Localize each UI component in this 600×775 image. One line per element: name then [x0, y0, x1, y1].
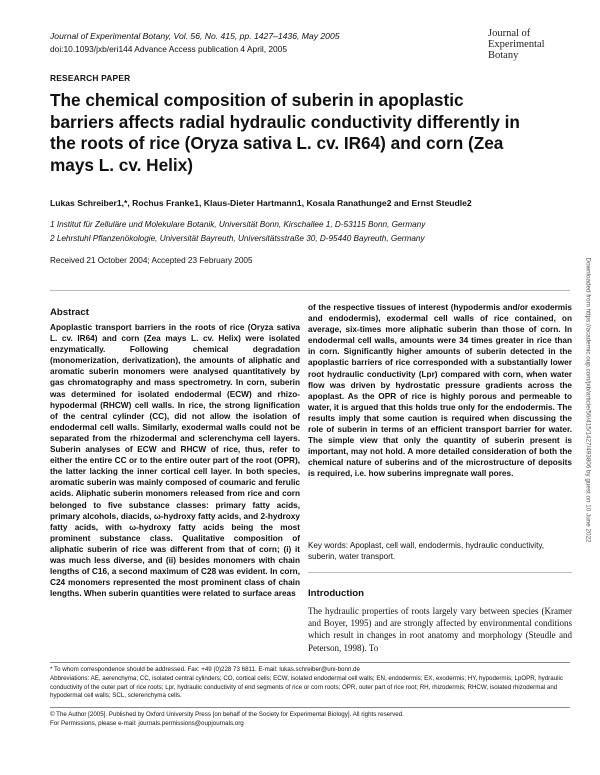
permissions-notice: For Permissions, please e-mail: journals.permissions@oupjournals.org — [50, 720, 244, 727]
keywords-divider — [308, 572, 572, 573]
copyright-divider — [50, 707, 570, 708]
introduction-heading: Introduction — [308, 588, 364, 599]
copyright-notice: © The Author [2005]. Published by Oxford University Press [on behalf of the Society for Experimental Biology]. All rights reserved. — [50, 711, 404, 718]
abstract-text-right: of the respective tissues of interest (hypodermis and/or exodermis and endodermis), exodermal cell walls of rice contained, on average, six-times more aliphatic suberin than those of corn. In endodermal cell walls, amounts were 34 times greater in rice than in corn. Significantly higher amounts of suberin detected in the apoplastic barriers of rice corresponded with a substantially lower root hydraulic conductivity (Lpr) compared with corn, when water flow was driven by hydrostatic pressure gradients across the apoplast. As the OPR of rice is highly porous and permeable to water, it is argued that this holds true only for the endodermis. The results imply that some caution is required when discussing the role of suberin in terms of an efficient transport barrier for water. The simple view that only the quantity of suberin present is important, may not hold. A more detailed consideration of both the chemical nature of suberins and of the microstructure of deposits is required, i.e. how suberins impregnate wall pores. — [308, 303, 572, 479]
footnote-divider — [50, 662, 570, 663]
download-note: Downloaded from https://academic.oup.com/jxb/article/56/415/1427/493806 by guest on 10 June 2022 — [584, 257, 592, 543]
affiliation-2: 2 Lehrstuhl Pflanzenökologie, Universität Bayreuth, Universitätsstraße 30, D-95440 Bayreuth, Germany — [50, 234, 425, 243]
logo-line-2: Experimental — [488, 39, 545, 50]
abstract-heading: Abstract — [50, 307, 89, 318]
received-dates: Received 21 October 2004; Accepted 23 February 2005 — [50, 256, 253, 265]
journal-logo — [488, 28, 570, 61]
correspondence-footnote: * To whom correspondence should be addressed. Fax: +49 (0)228 73 6811. E-mail: lukas.schreiber@uni-bonn.de — [50, 666, 360, 673]
introduction-text: The hydraulic properties of roots largely vary between species (Kramer and Boyer, 1995) and are strongly affected by environmental conditions which result in changes in root anatomy and morphology (Steudle and Peterson, 1998). To — [308, 606, 572, 653]
download-sidebar — [582, 200, 594, 600]
doi-line: doi:10.1093/jxb/eri144 Advance Access publication 4 April, 2005 — [50, 44, 287, 54]
keywords: Key words: Apoplast, cell wall, endodermis, hydraulic conductivity, suberin, water transport. — [308, 541, 545, 562]
affiliation-1: 1 Institut für Zelluläre und Molekulare Botanik, Universität Bonn, Kirschallee 1, D-53115 Bonn, Germany — [50, 220, 426, 229]
author-list: Lukas Schreiber1,*, Rochus Franke1, Klaus-Dieter Hartmann1, Kosala Ranathunge2 and Ernst Steudle2 — [50, 198, 472, 208]
journal-citation: Journal of Experimental Botany, Vol. 56, No. 415, pp. 1427–1436, May 2005 — [50, 31, 340, 41]
header-divider — [50, 290, 570, 291]
abstract-text-left: Apoplastic transport barriers in the roots of rice (Oryza sativa L. cv. IR64) and corn (Zea mays L. cv. Helix) were isolated enzymatically. Following chemical degradation (monomerization, derivatization), the amounts of aliphatic and aromatic suberin monomers were analysed quantitatively by gas chromatography and mass spectrometry. In corn, suberin was determined for isolated endodermal (ECW) and rhizo-hypodermal (RHCW) cell walls. In rice, the strong lignification of the central cylinder (CC), did not allow the isolation of endodermal cell walls. Similarly, exodermal walls could not be separated from the rhizodermal and sclerenchyma cell layers. Suberin analyses of ECW and RHCW of rice, thus, refer to either the entire CC or to the entire outer part of the root (OPR), the latter lacking the inner cortical cell layer. In both species, aromatic suberin was mainly composed of coumaric and ferulic acids. Aliphatic suberin monomers released from rice and corn belonged to five substance classes: primary fatty acids, primary alcohols, diacids, ω-hydroxy fatty acids, and 2-hydroxy fatty acids, with ω-hydroxy fatty acids being the most prominent substance class. Qualitative composition of aliphatic suberin of rice was different from that of corn; (i) it was much less diverse, and (ii) besides monomers with chain lengths of C16, a second maximum of C28 was evident. In corn, C24 monomers represented the most prominent class of chain lengths. When suberin quantities were related to surface areas — [50, 323, 300, 599]
section-label: RESEARCH PAPER — [50, 73, 131, 83]
article-title: The chemical composition of suberin in apoplastic barriers affects radial hydraulic conductivity differently in the roots of rice (Oryza sativa L. cv. IR64) and corn (Zea mays L. cv. Helix) — [50, 90, 520, 175]
logo-line-3: Botany — [488, 50, 519, 61]
logo-line-1: Journal of — [488, 28, 531, 39]
abbreviations-footnote: Abbreviations: AE, aerenchyma; CC, isolated central cylinders; CO, cortical cells; ECW, isolated endodermal cell walls; EN, endodermis; EX, exodermis; HY, hypodermis; LpOPR, hydraulic conductivity of the outer part of rice roots; Lpr, hydraulic conductivity of end segments of rice or corn roots; OPR, outer part of rice root; RH, rhizodermis; RHCW, isolated rhizodermal and hypodermal cell walls; SCL, sclerenchyma cells. — [50, 675, 563, 700]
